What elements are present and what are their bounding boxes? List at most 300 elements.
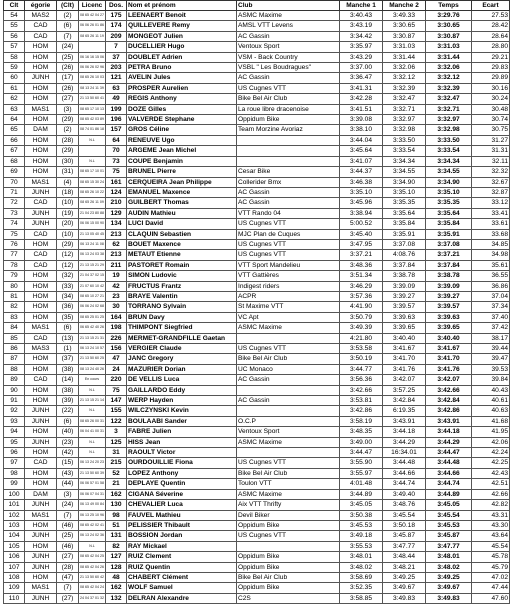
cell-manche1: 3:58.85 [340,593,383,603]
cell-manche1: 3:42.28 [340,94,383,104]
table-row [4,406,510,416]
cell-time: 3:32.98 [426,125,472,135]
cell-manche1: 4:21.80 [340,333,383,343]
cell-time: 3:35.10 [426,187,472,197]
cell-category-rank: (47) [57,572,79,582]
table-row [4,156,510,166]
cell-gap: 33.12 [472,198,510,208]
cell-manche2: 3:44.29 [383,437,426,447]
cell-manche2: 3:44.66 [383,468,426,478]
cell-name: RUIZ Clement [127,552,237,562]
table-row [4,323,510,333]
cell-category: HOM [25,42,57,52]
cell-manche1: 3:49.39 [340,323,383,333]
cell-time: 3:31.03 [426,42,472,52]
cell-category: JUNH [25,593,57,603]
cell-gap: 31.27 [472,135,510,145]
cell-manche1: 3:48.01 [340,552,383,562]
cell-category: HOM [25,156,57,166]
cell-name: REGIS Anthony [127,94,237,104]
cell-manche1: 3:44.37 [340,167,383,177]
cell-name: FABRE Julien [127,427,237,437]
cell-gap: 47.02 [472,572,510,582]
cell-category: HOM [25,94,57,104]
cell-category-rank: (33) [57,281,79,291]
cell-name: DUCELLIER Hugo [127,42,237,52]
cell-licence: 08 65 17 10 13 [79,104,106,114]
table-row [4,260,510,270]
cell-manche1: 3:41.31 [340,83,383,93]
cell-manche2: 3:48.76 [383,500,426,510]
cell-licence: 08 65 42 04 24 [79,583,106,593]
cell-gap: 42.25 [472,458,510,468]
cell-manche1: 3:36.47 [340,73,383,83]
cell-rank: 104 [4,531,25,541]
table-row [4,73,510,83]
cell-manche2: 3:49.25 [383,572,426,582]
cell-name: MERMET-GRANDFILLE Gaetan [127,333,237,343]
cell-time: 3:45.54 [426,510,472,520]
cell-gap: 31.31 [472,146,510,156]
cell-time: 3:33.50 [426,135,472,145]
cell-club: Indigest riders [237,281,340,291]
cell-manche1: 3:45.64 [340,146,383,156]
table-row [4,208,510,218]
cell-category-rank: (23) [57,437,79,447]
cell-manche1: 3:45.53 [340,520,383,530]
table-row [4,531,510,541]
cell-category-rank: (32) [57,271,79,281]
cell-gap: 29.83 [472,63,510,73]
cell-dossard: 147 [106,396,127,406]
table-row [4,229,510,239]
cell-rank: 77 [4,250,25,260]
cell-category: CAD [25,250,57,260]
cell-manche2: 3:32.98 [383,125,426,135]
cell-rank: 106 [4,552,25,562]
table-row [4,427,510,437]
cell-gap: 32.11 [472,156,510,166]
cell-gap: 36.86 [472,281,510,291]
cell-dossard: 220 [106,375,127,385]
cell-licence: N.L [79,135,106,145]
cell-rank: 100 [4,489,25,499]
cell-dossard: 63 [106,83,127,93]
cell-category-rank: (12) [57,260,79,270]
cell-licence: 21 13 50 60 42 [79,572,106,582]
cell-rank: 96 [4,448,25,458]
table-row [4,416,510,426]
table-row [4,510,510,520]
cell-dossard: 37 [106,52,127,62]
cell-licence: 06 13 24 20 23 [79,458,106,468]
cell-category-rank: (43) [57,468,79,478]
cell-rank: 94 [4,427,25,437]
cell-name: VALVERDE Stephane [127,115,237,125]
cell-time: 3:37.84 [426,260,472,270]
cell-category-rank: (36) [57,302,79,312]
cell-manche1: 3:48.02 [340,562,383,572]
cell-licence: 08 65 26 10 03 [79,73,106,83]
cell-name: LUCI David [127,219,237,229]
cell-manche2: 3:32.97 [383,115,426,125]
cell-category: CAD [25,31,57,41]
cell-licence [79,146,106,156]
cell-time: 3:35.64 [426,208,472,218]
cell-dossard: 210 [106,198,127,208]
header-name: Nom et prénom [127,1,237,11]
cell-club: Devil Biker [237,510,340,520]
cell-category-rank: (10) [57,198,79,208]
cell-manche2: 3:49.33 [383,11,426,21]
cell-licence: 08 65 25 01 25 [79,312,106,322]
cell-category: HOM [25,291,57,301]
cell-time: 3:32.71 [426,104,472,114]
cell-manche2: 3:39.27 [383,291,426,301]
cell-club: Cesar Bike [237,167,340,177]
cell-club: Bike Bel Air Club [237,354,340,364]
cell-name: DOUBLET Adrien [127,52,237,62]
cell-manche1: 3:38.10 [340,125,383,135]
cell-licence: 06 13 24 10 57 [79,344,106,354]
cell-manche2: 3:34.34 [383,156,426,166]
cell-manche1: 3:50.79 [340,312,383,322]
cell-manche1: 3:53.58 [340,344,383,354]
cell-licence: N.L [79,541,106,551]
table-row [4,489,510,499]
cell-manche2: 3:44.74 [383,479,426,489]
cell-rank: 74 [4,219,25,229]
cell-name: RAY Mickael [127,541,237,551]
cell-manche1: 3:49.18 [340,531,383,541]
cell-name: GUILBERT Thomas [127,198,237,208]
cell-club: AC Gassin [237,31,340,41]
cell-category-rank: (25) [57,52,79,62]
cell-time: 3:48.01 [426,552,472,562]
table-row [4,375,510,385]
cell-club: Oppidum Bike [237,115,340,125]
cell-licence: 08 65 42 03 89 [79,115,106,125]
cell-gap: 47.44 [472,583,510,593]
table-row [4,468,510,478]
cell-category: CAD [25,375,57,385]
cell-gap: 35.61 [472,260,510,270]
cell-licence: 08 65 17 10 01 [79,167,106,177]
cell-rank: 64 [4,115,25,125]
cell-gap: 45.79 [472,562,510,572]
cell-dossard: 30 [106,302,127,312]
cell-club: AC Gassin [237,187,340,197]
cell-gap: 34.85 [472,239,510,249]
cell-category-rank: (12) [57,250,79,260]
cell-category: HOM [25,281,57,291]
cell-category-rank: (26) [57,63,79,73]
cell-category: CAD [25,21,57,31]
cell-category: HOM [25,167,57,177]
cell-dossard: 211 [106,260,127,270]
cell-time: 3:35.91 [426,229,472,239]
cell-dossard: 198 [106,323,127,333]
cell-manche2: 3:41.67 [383,344,426,354]
cell-manche2: 3:34.90 [383,177,426,187]
cell-manche1: 3:48.36 [340,260,383,270]
cell-manche1: 4:01.48 [340,479,383,489]
cell-club: VSBL " Les Boudragues" [237,63,340,73]
cell-name: BRUNEL Pierre [127,167,237,177]
cell-licence: 06 13 49 00 84 [79,500,106,510]
cell-licence: 21 13 50 60 39 [79,468,106,478]
cell-dossard: 24 [106,364,127,374]
cell-rank: 54 [4,11,25,21]
cell-rank: 58 [4,52,25,62]
cell-licence: 24 04 37 01 32 [79,593,106,603]
cell-name: BRUN Davy [127,312,237,322]
cell-club: Bike Bel Air Club [237,468,340,478]
cell-club: ACPR [237,291,340,301]
cell-category-rank: (3) [57,489,79,499]
cell-manche2: 3:31.44 [383,52,426,62]
cell-manche2: 3:33.50 [383,135,426,145]
cell-club: Bike Bel Air Club [237,572,340,582]
cell-time: 3:49.67 [426,583,472,593]
cell-name: QUILLEVERE Remy [127,21,237,31]
cell-category: MAS1 [25,510,57,520]
cell-licence: 08 65 26 00 31 [79,416,106,426]
cell-dossard: 47 [106,354,127,364]
cell-rank: 98 [4,468,25,478]
cell-time: 3:32.47 [426,94,472,104]
cell-time: 3:39.63 [426,312,472,322]
cell-category-rank: (18) [57,187,79,197]
cell-rank: 87 [4,354,25,364]
results-table [3,0,510,604]
cell-name: PETRA Bruno [127,63,237,73]
cell-manche2: 3:48.44 [383,552,426,562]
cell-manche2: 3:57.25 [383,385,426,395]
cell-time: 3:44.48 [426,458,472,468]
cell-name: ARGEME Jean Michel [127,146,237,156]
cell-gap: 39.44 [472,344,510,354]
cell-category: HOM [25,312,57,322]
cell-manche1: 3:41.51 [340,104,383,114]
cell-licence: 08 13 24 40 26 [79,364,106,374]
cell-rank: 84 [4,323,25,333]
cell-manche2: 3:35.84 [383,219,426,229]
header-clt-cat: (Clt) [57,1,79,11]
cell-category: CAD [25,198,57,208]
cell-category: HOM [25,448,57,458]
cell-category-rank: (34) [57,291,79,301]
cell-time: 3:45.53 [426,520,472,530]
cell-dossard: 161 [106,177,127,187]
cell-time: 3:30.65 [426,21,472,31]
cell-rank: 75 [4,229,25,239]
table-row [4,552,510,562]
cell-licence: 06 13 25 10 96 [79,510,106,520]
cell-club: US Cugnes VTT [237,239,340,249]
cell-rank: 109 [4,583,25,593]
cell-dossard: 7 [106,42,127,52]
cell-gap: 40.63 [472,406,510,416]
cell-dossard: 98 [106,510,127,520]
cell-licence: 21 04 37 02 15 [79,271,106,281]
cell-category: JUNH [25,562,57,572]
cell-dossard: 157 [106,125,127,135]
cell-rank: 110 [4,593,25,603]
cell-gap: 28.64 [472,31,510,41]
cell-manche1: 3:39.08 [340,115,383,125]
cell-licence: 08 65 26 11 09 [79,198,106,208]
cell-rank: 81 [4,291,25,301]
cell-gap: 30.74 [472,115,510,125]
cell-category: HOM [25,271,57,281]
table-row [4,500,510,510]
cell-club: ASMC Maxime [237,437,340,447]
cell-category-rank: (38) [57,385,79,395]
cell-club [237,333,340,343]
cell-club: US Cugnes VTT [237,219,340,229]
cell-gap: 42.66 [472,489,510,499]
cell-licence: 06 16 16 15 06 [79,52,106,62]
cell-dossard: 19 [106,271,127,281]
cell-category-rank: (10) [57,229,79,239]
cell-name: MONGEOT Julien [127,31,237,41]
cell-name: THIMPONT Siegfried [127,323,237,333]
cell-category-rank: (25) [57,531,79,541]
cell-licence: 06 13 24 03 38 [79,250,106,260]
cell-category-rank: (35) [57,312,79,322]
cell-dossard: 199 [106,104,127,114]
cell-category-rank: (7) [57,583,79,593]
cell-club: ASMC Maxime [237,323,340,333]
cell-dossard: 155 [106,406,127,416]
cell-rank: 89 [4,375,25,385]
cell-time: 3:31.44 [426,52,472,62]
cell-rank: 92 [4,406,25,416]
cell-category-rank: (24) [57,500,79,510]
cell-manche2: 3:39.09 [383,281,426,291]
table-row [4,479,510,489]
cell-rank: 57 [4,42,25,52]
cell-rank: 68 [4,156,25,166]
cell-manche2: 3:33.54 [383,146,426,156]
cell-gap: 29.89 [472,73,510,83]
cell-manche1: 3:45.40 [340,229,383,239]
cell-category: HOM [25,396,57,406]
cell-rank: 101 [4,500,25,510]
cell-rank: 83 [4,312,25,322]
cell-gap: 34.98 [472,250,510,260]
cell-manche2: 3:49.83 [383,593,426,603]
cell-category: CAD [25,333,57,343]
table-row [4,42,510,52]
cell-manche1: 3:52.35 [340,583,383,593]
cell-time: 3:41.70 [426,354,472,364]
cell-licence: N.L [79,385,106,395]
cell-licence: N.L [79,437,106,447]
cell-time: 3:34.90 [426,177,472,187]
cell-club: La roue libre dracenoise [237,104,340,114]
cell-category: HOM [25,239,57,249]
cell-time: 3:45.05 [426,500,472,510]
cell-category: HOM [25,479,57,489]
cell-club: Oppidum Bike [237,562,340,572]
cell-time: 3:39.57 [426,302,472,312]
cell-dossard: 73 [106,156,127,166]
cell-name: EMANUEL Maxence [127,187,237,197]
cell-gap: 39.53 [472,364,510,374]
cell-licence: N.L [79,406,106,416]
cell-licence: 08 65 10 27 21 [79,291,106,301]
cell-category: MAS2 [25,11,57,21]
cell-manche1: 3:58.69 [340,572,383,582]
cell-gap: 39.84 [472,375,510,385]
cell-time: 3:48.02 [426,562,472,572]
cell-manche1: 3:55.90 [340,458,383,468]
cell-category-rank: (6) [57,416,79,426]
cell-club: ASMC Maxime [237,489,340,499]
cell-manche1: 3:47.95 [340,239,383,249]
cell-time: 3:35.84 [426,219,472,229]
cell-manche1: 3:55.97 [340,468,383,478]
cell-category: MAS1 [25,177,57,187]
cell-manche1: 3:51.34 [340,271,383,281]
cell-time: 3:44.66 [426,468,472,478]
cell-category: HOM [25,302,57,312]
cell-name: CLAQUIN Sebastien [127,229,237,239]
cell-manche1: 3:44.89 [340,489,383,499]
cell-manche2: 3:37.84 [383,260,426,270]
cell-name: WILCZYNSKI Kevin [127,406,237,416]
cell-manche2: 3:47.77 [383,541,426,551]
cell-club [237,156,340,166]
cell-time: 3:42.86 [426,406,472,416]
cell-gap: 47.60 [472,593,510,603]
cell-manche2: 3:35.64 [383,208,426,218]
cell-dossard: 42 [106,281,127,291]
cell-rank: 71 [4,187,25,197]
cell-time: 3:30.87 [426,31,472,41]
cell-manche2: 3:35.91 [383,229,426,239]
table-row [4,167,510,177]
table-row [4,385,510,395]
cell-gap: 40.61 [472,396,510,406]
cell-dossard: 70 [106,146,127,156]
cell-club: MJC Plan de Cuques [237,229,340,239]
cell-category: HOM [25,354,57,364]
table-row [4,520,510,530]
cell-name: PROSPER Aurelien [127,83,237,93]
cell-rank: 90 [4,385,25,395]
cell-manche1: 3:55.53 [340,541,383,551]
table-row [4,593,510,603]
cell-club: US Cugnes VTT [237,83,340,93]
cell-club: AC Gassin [237,198,340,208]
cell-category: JUNH [25,219,57,229]
cell-time: 3:42.66 [426,385,472,395]
cell-name: PASTORET Romain [127,260,237,270]
cell-licence: 21 07 60 10 42 [79,281,106,291]
table-row [4,302,510,312]
cell-dossard: 51 [106,520,127,530]
cell-manche1: 3:45.05 [340,500,383,510]
cell-manche1: 3:44.47 [340,448,383,458]
cell-dossard: 129 [106,208,127,218]
cell-category-rank: (3) [57,104,79,114]
cell-manche2: 3:49.40 [383,489,426,499]
cell-manche2: 3:32.12 [383,73,426,83]
cell-rank: 59 [4,63,25,73]
